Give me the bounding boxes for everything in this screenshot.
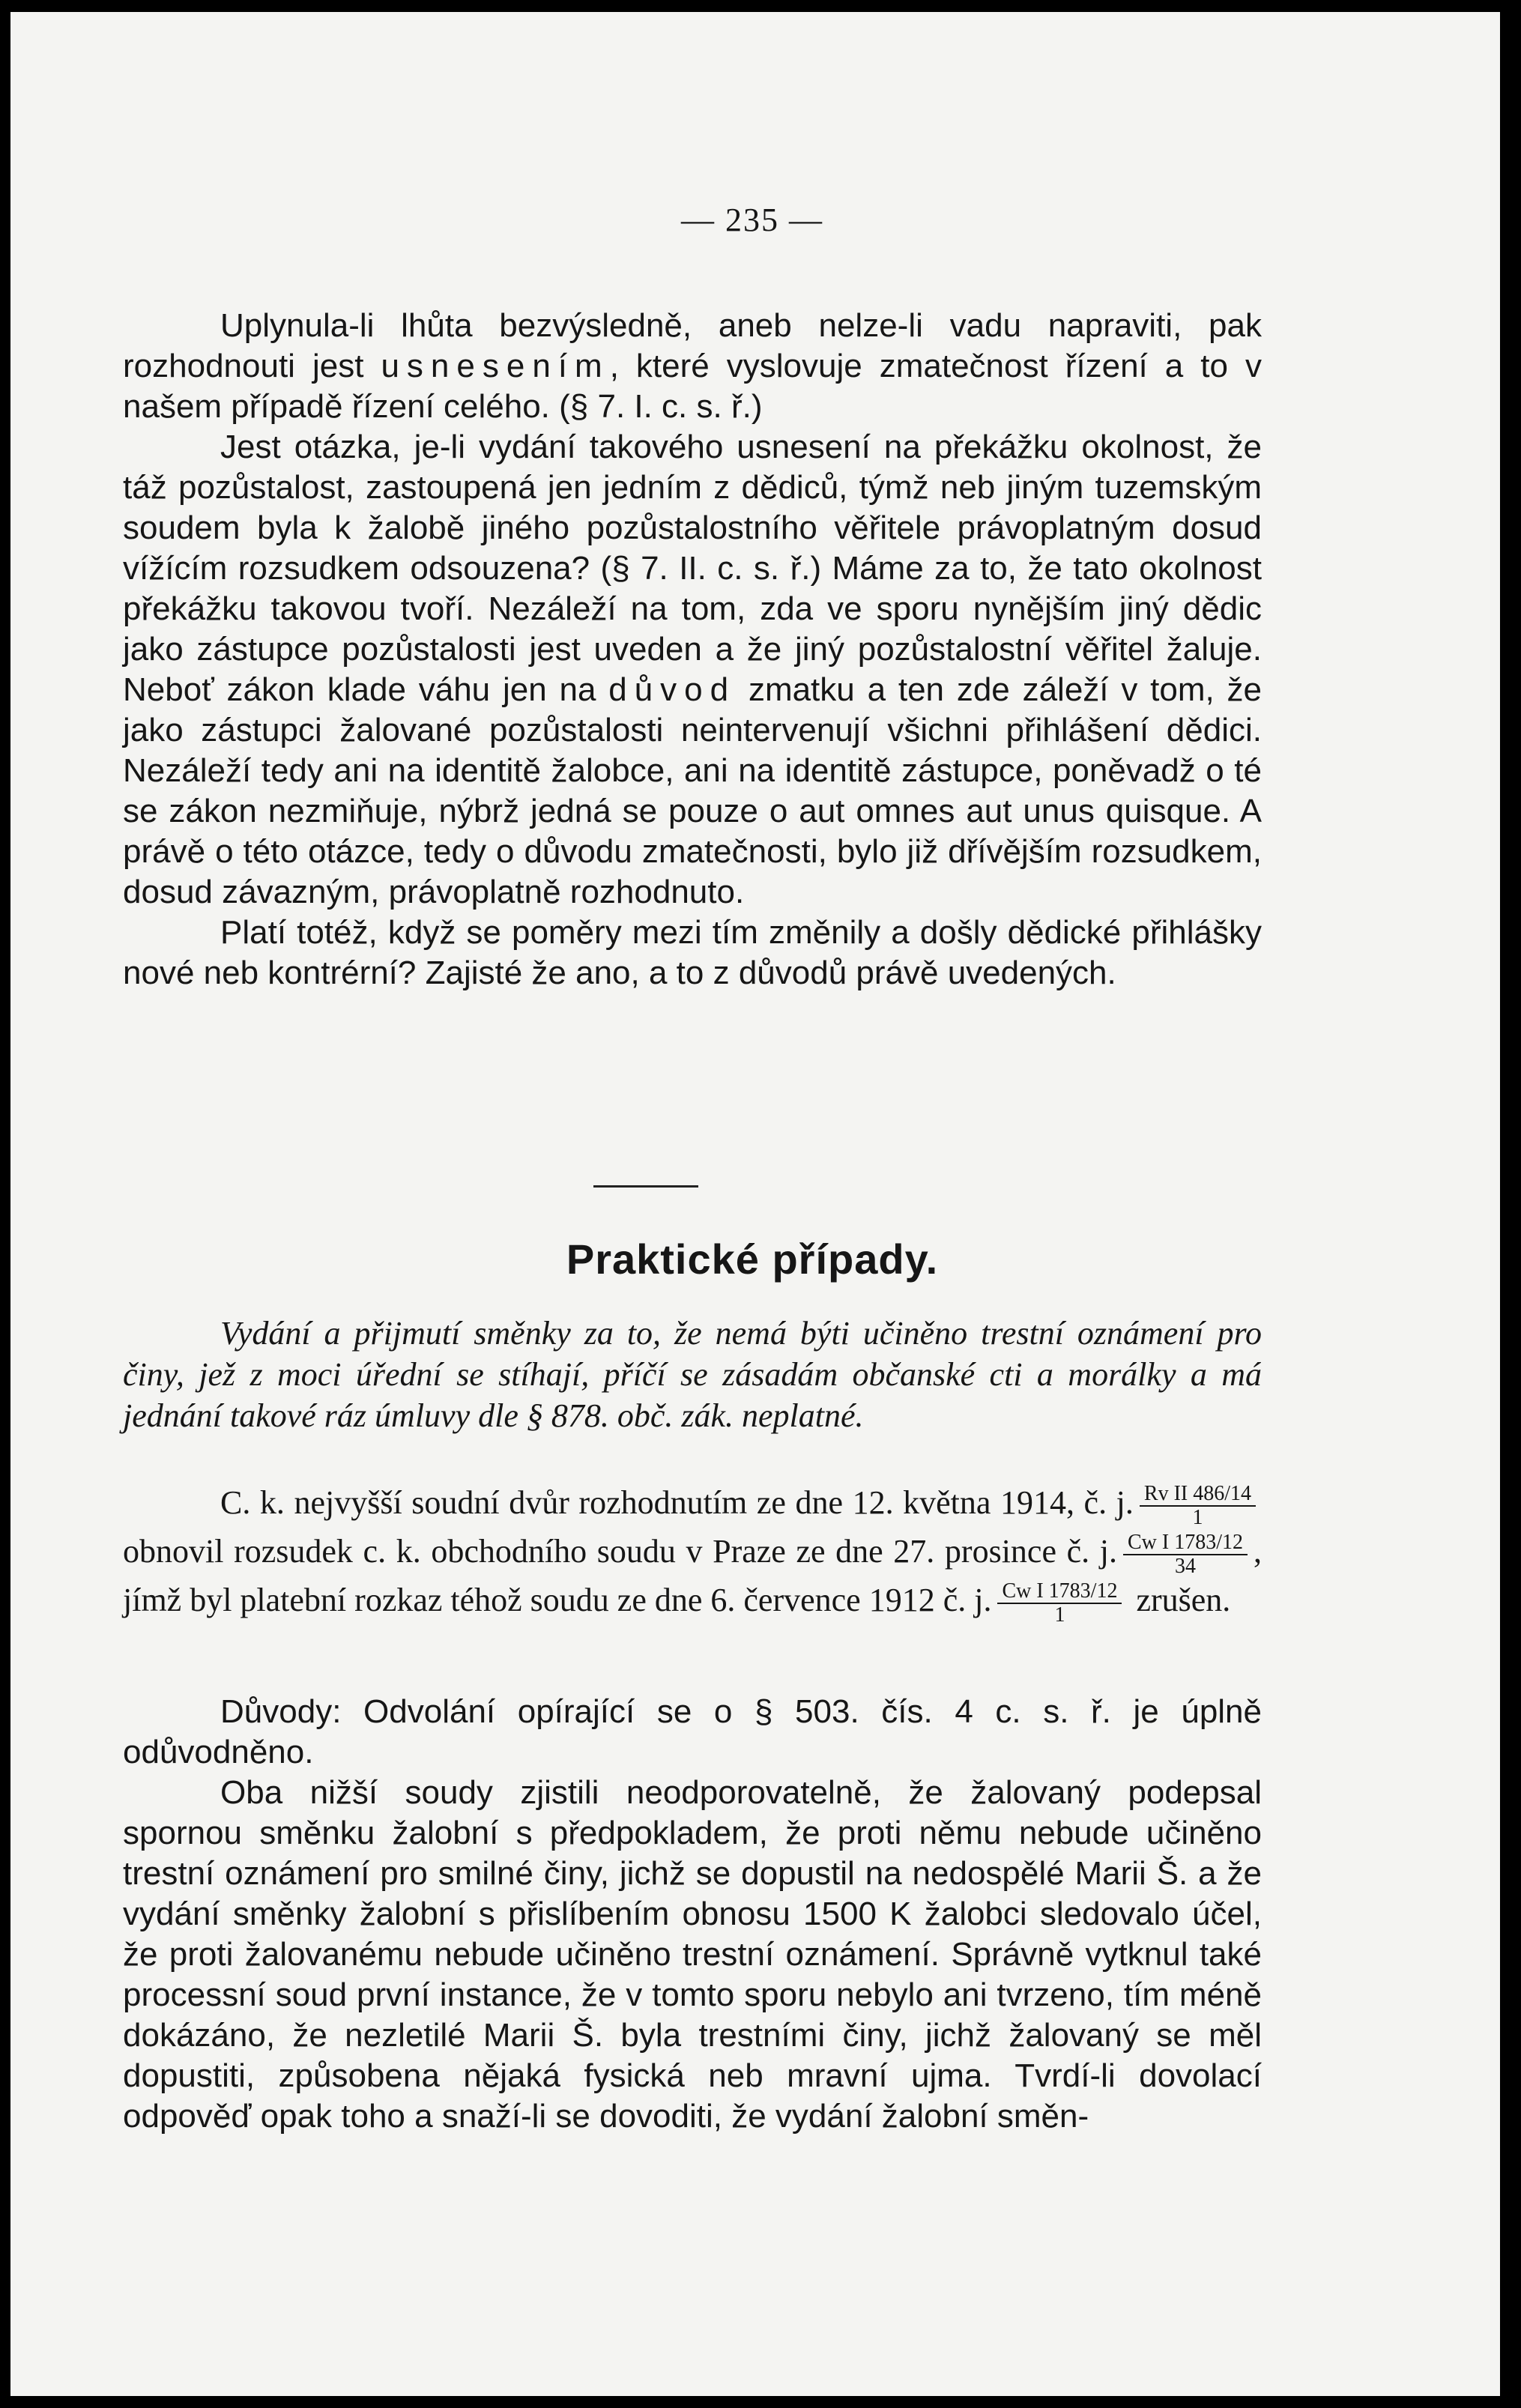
ruling-text-1: C. k. nejvyšší soudní dvůr rozhodnutím ze dne 12. května 1914, č. j. [220,1484,1134,1521]
spaced-term: usnesením [381,348,610,384]
fraction-numerator: Cw I 1783/12 [997,1580,1122,1604]
paragraph-2-text-b: zmatku a ten zde záleží v tom, že jako zástupci žalované pozůstalosti neintervenují všichni přihlášení dědici. Nezáleží tedy ani na identitě žalobce, ani na identitě zástupce, poněvadž o té se zákon nezmiňuje, nýbrž jedná se pouze o aut omnes aut unus quisque. A právě o této otázce, tedy o důvodu zmatečnosti, bylo již dřívějším rozsudkem, dosud závazným, právoplatně rozhodnuto. [123,671,1262,910]
ruling-text-2: obnovil rozsudek c. k. obchodního soudu v Praze ze dne 27. prosince č. j. [123,1532,1117,1570]
paragraph-1-text: Uplynula-li lhůta bezvýsledně, aneb nelze-li vadu napraviti, pak rozhodnouti jest [123,307,1262,384]
fraction-numerator: Rv II 486/14 [1140,1483,1256,1507]
spaced-term: důvod [608,671,737,708]
page-number: — 235 — [681,202,823,238]
reasons-section [123,1692,1262,2137]
paragraph-1 [123,306,1262,427]
case-number-fraction [1123,1531,1248,1578]
paragraph-2 [123,427,1262,913]
body-text [123,306,1262,993]
ruling-text-4: zrušen. [1136,1581,1231,1618]
reasons-text-1: Odvolání opírající se o § 503. čís. 4 c. s. ř. je úplně odůvodněno. [123,1693,1263,1770]
paragraph-2-text-a: Jest otázka, je-li vydání takového usnesení na překážku okolnost, že táž pozůstalost, zastoupená jen jedním z dědiců, týmž neb jiným tuzemským soudem byla k žalobě jiného pozůstalostního věřitele právoplatným dosud vížícím rozsudkem odsouzena? (§ 7. II. c. s. ř.) Máme za to, že tato okolnost překážku takovou tvoří. Nezáleží na tom, zda ve sporu nynějším jiný dědic jako zástupce pozůstalosti jest uveden a že jiný pozůstalostní věřitel žaluje. Neboť zákon klade váhu jen na [123,429,1262,708]
case-number-fraction [1140,1483,1256,1529]
reasons-label: Důvody: [220,1693,342,1730]
fraction-numerator: Cw I 1783/12 [1123,1531,1248,1555]
section-heading: Praktické případy. [566,1235,939,1283]
fraction-denominator: 34 [1175,1554,1196,1578]
page [10,12,1500,2396]
section-divider [593,1185,698,1188]
case-summary: Vydání a přijmutí směnky za to, že nemá býti učiněno trestní oznámení pro činy, jež z moci úřední se stíhají, příčí se zásadám občanské cti a morálky a má jednání takové ráz úmluvy dle § 878. obč. zák. neplatné. [123,1315,1262,1434]
ruling-paragraph [123,1480,1262,1627]
paragraph-1-rest: , které vyslovuje zmatečnost řízení a to v našem případě řízení celého. (§ 7. I. c. s. ř.) [123,348,1262,425]
fraction-denominator: 1 [1054,1603,1065,1627]
reasons-paragraph-1 [123,1692,1262,1773]
fraction-denominator: 1 [1192,1505,1203,1529]
paragraph-3: Platí totéž, když se poměry mezi tím změnily a došly dědické přihlášky nové neb kontrérní? Zajisté že ano, a to z důvodů právě uvedených. [123,914,1262,991]
case-number-fraction [997,1580,1122,1627]
ruling-text-3: , jímž byl platební rozkaz téhož soudu ze dne 6. července 1912 č. j. [123,1532,1262,1618]
reasons-paragraph-2: Oba nižší soudy zjistili neodporovatelně, že žalovaný podepsal spornou směnku žalobní s předpokladem, že proti němu nebude učiněno trestní oznámení pro smilné činy, jichž se dopustil na nedospělé Marii Š. a že vydání směnky žalobní s přislíbením obnosu 1500 K žalobci sledovalo účel, že proti žalovanému nebude učiněno trestní oznámení. Správně vytknul také processní soud první instance, že v tomto sporu nebylo ani tvrzeno, tím méně dokázáno, že nezletilé Marii Š. byla trestními činy, jichž žalovaný se měl dopustiti, způsobena nějaká fysická neb mravní ujma. Tvrdí-li dovolací odpověď opak toho a snaží-li se dovoditi, že vydání žalobní směn- [123,1774,1262,2135]
